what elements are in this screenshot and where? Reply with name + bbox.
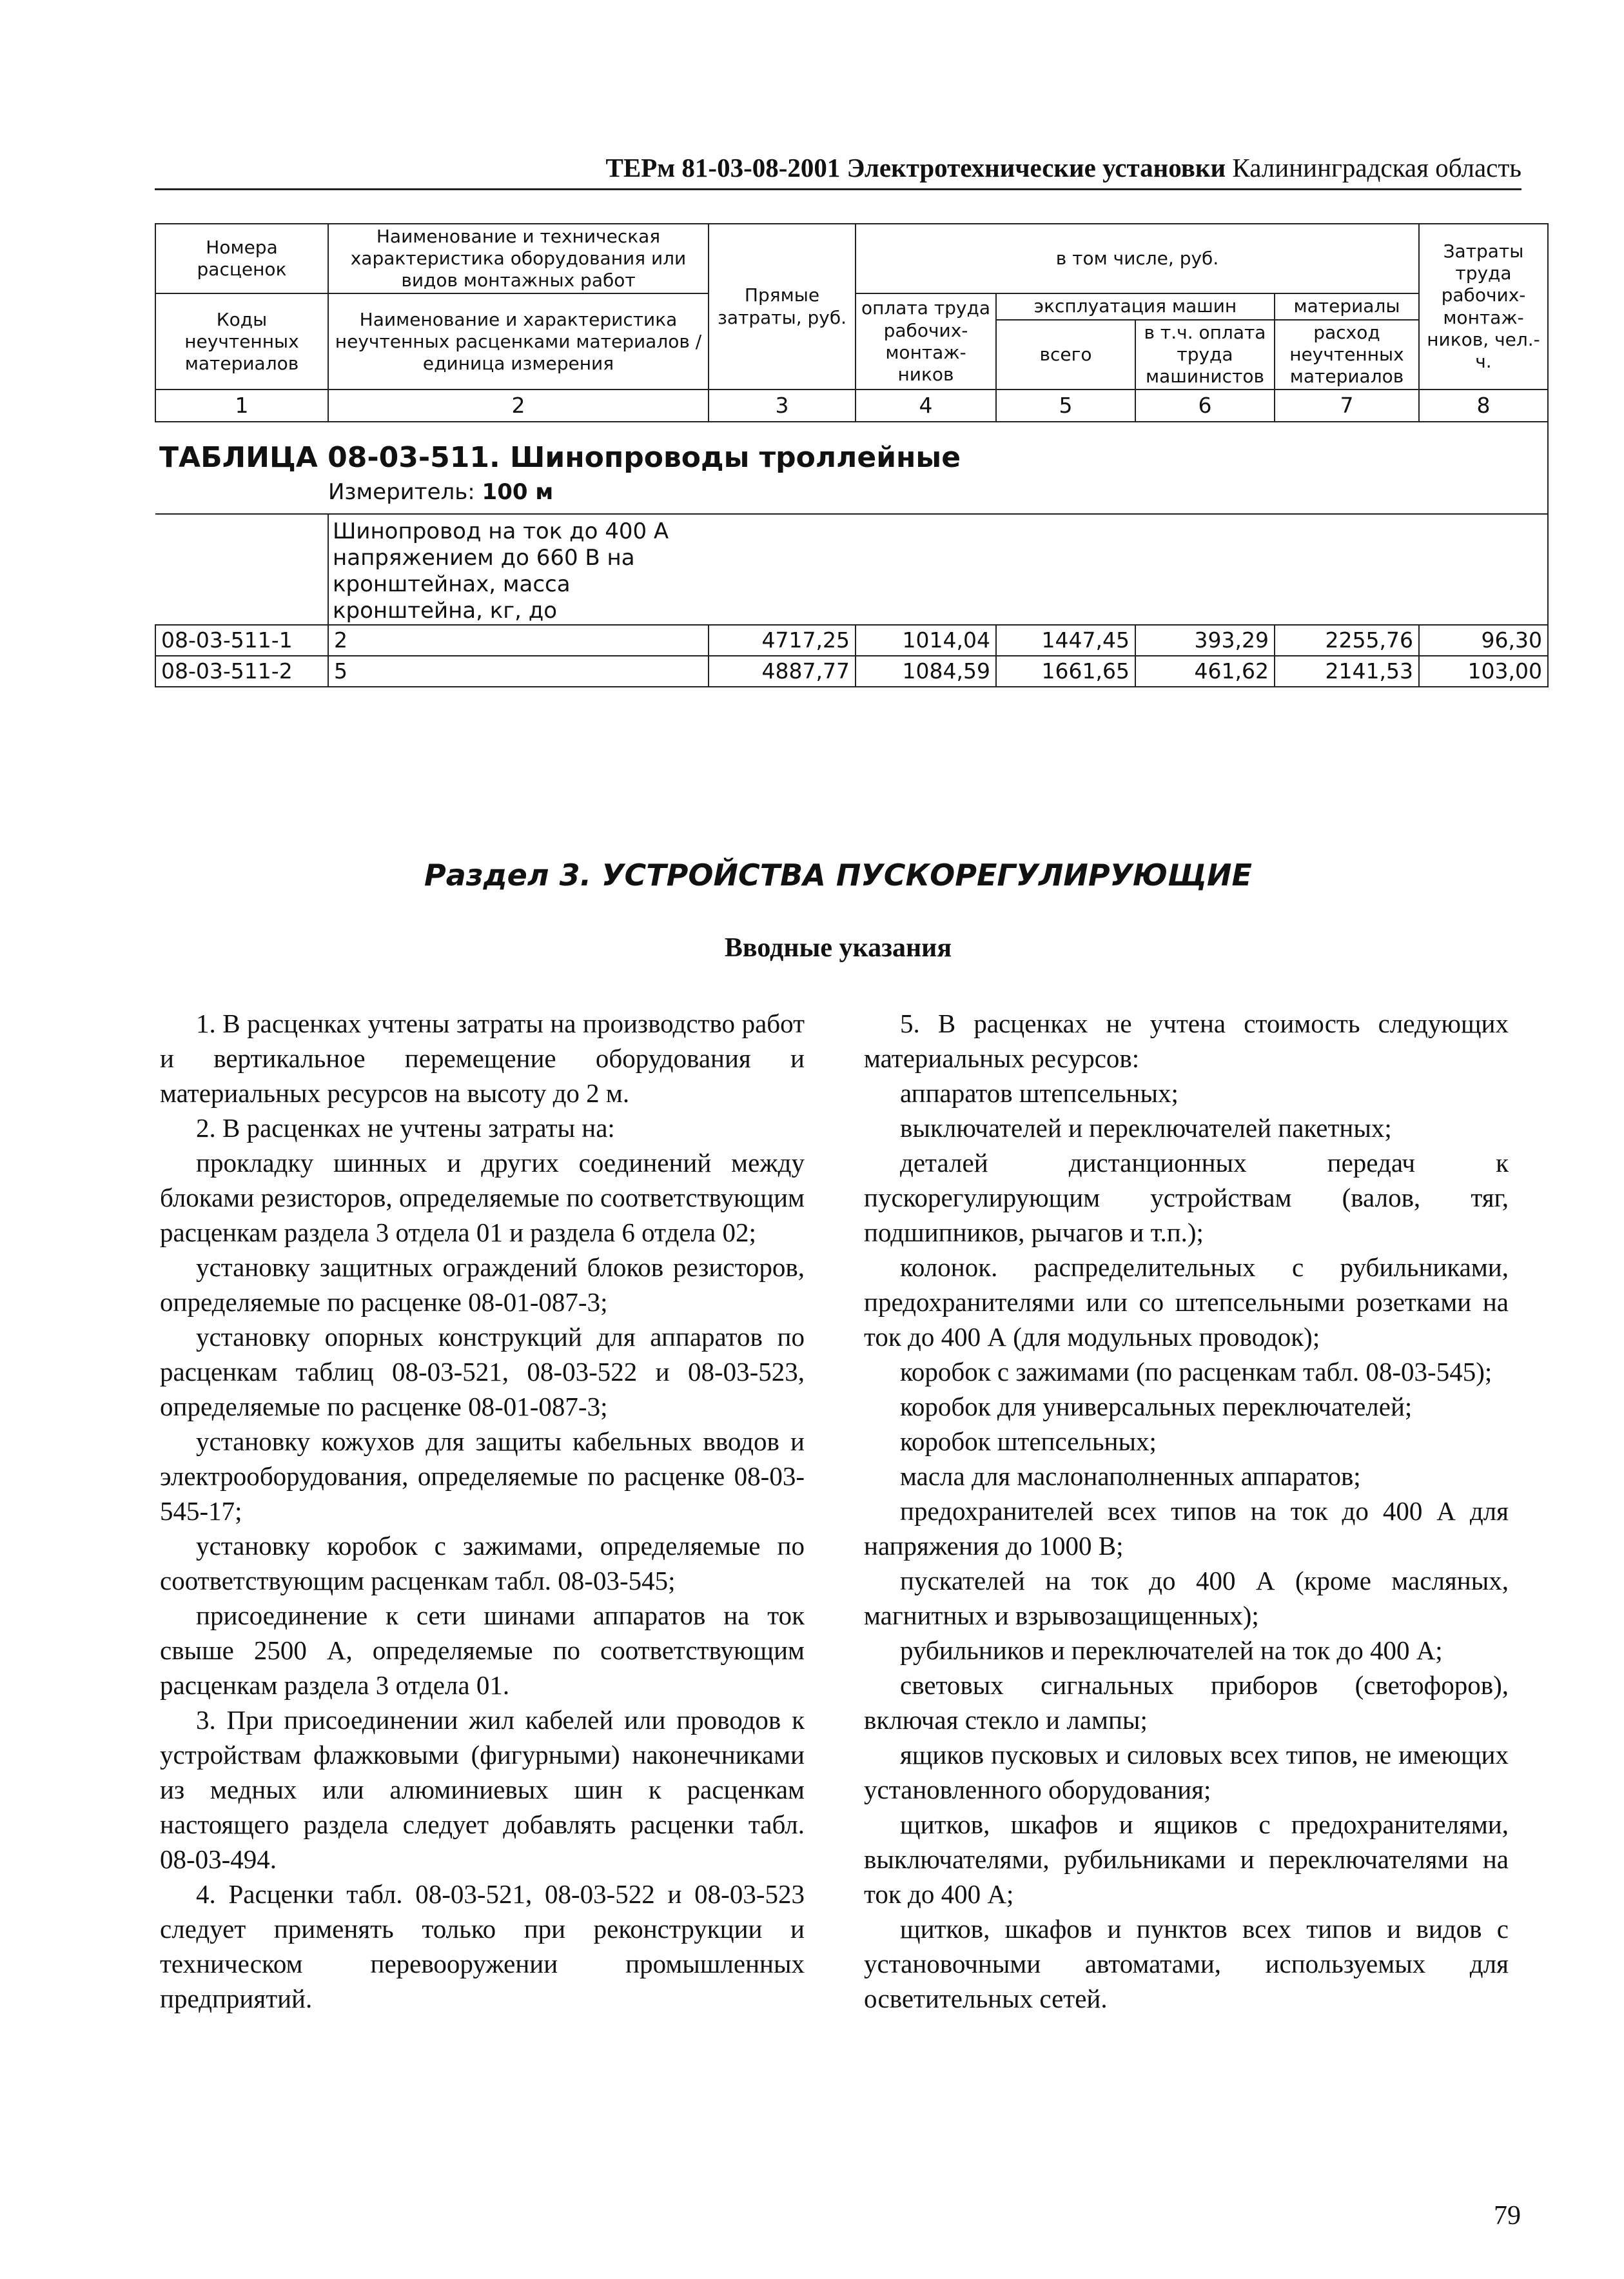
row-direct: 4717,25 (709, 625, 856, 656)
measure-value: 100 м (482, 479, 554, 506)
row-name: 5 (328, 656, 709, 687)
table-row (155, 656, 1548, 687)
row-machinists: 393,29 (1135, 625, 1275, 656)
paragraph: световых сигнальных приборов (светофоров), включая стекло и лампы; (864, 1670, 1509, 1735)
rates-table (155, 223, 1549, 687)
paragraph: коробок для универсальных переключателей; (900, 1392, 1413, 1421)
page-number: 79 (1494, 2201, 1521, 2231)
th-direct-costs: Прямые затраты, руб. (709, 224, 856, 390)
paragraph: 5. В расценках не учтена стоимость следующих материальных ресурсов: (864, 1009, 1509, 1073)
doc-region: Калининградская область (1232, 153, 1521, 183)
page-header (155, 152, 1521, 190)
th-machine-ops: эксплуатация машин (996, 293, 1275, 319)
th-codes: Коды неучтенных материалов (155, 293, 328, 390)
table-section-title: ТАБЛИЦА 08-03-511. Шинопроводы троллейные (159, 441, 961, 475)
paragraph: рубильников и переключателей на ток до 400 А; (900, 1635, 1443, 1665)
paragraph: 3. При присоединении жил кабелей или проводов к устройствам флажковыми (фигурными) наконечниками из медных или алюминиевых шин к расценкам настоящего раздела следует добавлять расценки табл. 08-03-494. (160, 1705, 805, 1874)
th-total: всего (996, 320, 1135, 390)
paragraph: коробок с зажимами (по расценкам табл. 08-03-545); (900, 1357, 1492, 1386)
th-labor-costs: Затраты труда рабочих-монтаж-ников, чел.-ч. (1419, 224, 1548, 390)
right-column (864, 1006, 1509, 2016)
paragraph: пускателей на ток до 400 А (кроме масляных, магнитных и взрывозащищенных); (864, 1566, 1509, 1630)
row-name: 2 (328, 625, 709, 656)
row-direct: 4887,77 (709, 656, 856, 687)
row-code: 08-03-511-2 (155, 656, 328, 687)
item-description (328, 514, 1548, 624)
paragraph: коробок штепсельных; (900, 1426, 1157, 1456)
th-wages: оплата труда рабочих-монтаж-ников (856, 293, 996, 390)
col-number: 8 (1419, 390, 1548, 422)
paragraph: деталей дистанционных передач к пускорегулирующим устройствам (валов, тяг, подшипников, рычагов и т.п.); (864, 1148, 1509, 1247)
th-rates-numbers: Номера расценок (155, 224, 328, 293)
row-machines: 1661,65 (996, 656, 1135, 687)
table-section-cell (155, 422, 1548, 514)
col-number: 1 (155, 390, 328, 422)
row-machines: 1447,45 (996, 625, 1135, 656)
table-row (155, 625, 1548, 656)
paragraph: присоединение к сети шинами аппаратов на ток свыше 2500 А, определяемые по соответствующим расценкам раздела 3 отдела 01. (160, 1601, 805, 1700)
row-wages: 1014,04 (856, 625, 996, 656)
left-column (160, 1006, 805, 2016)
col-number: 2 (328, 390, 709, 422)
th-including: в том числе, руб. (856, 224, 1419, 293)
th-name-top: Наименование и техническая характеристика оборудования или видов монтажных работ (328, 224, 709, 293)
th-materials-use: расход неучтенных материалов (1275, 320, 1419, 390)
paragraph: установку защитных ограждений блоков резисторов, определяемые по расценке 08-01-087-3; (160, 1252, 805, 1317)
paragraph: 1. В расценках учтены затраты на производство работ и вертикальное перемещение оборудования и материальных ресурсов на высоту до 2 м. (160, 1009, 805, 1108)
paragraph: установку опорных конструкций для аппаратов по расценкам таблиц 08-03-521, 08-03-522 и 08-03-523, определяемые по расценке 08-01-087-3; (160, 1322, 805, 1421)
desc-spacer (155, 514, 328, 624)
col-number: 3 (709, 390, 856, 422)
measure-line (159, 479, 1543, 512)
paragraph: аппаратов штепсельных; (900, 1078, 1179, 1108)
doc-title: Электротехнические установки (846, 153, 1226, 183)
col-number: 4 (856, 390, 996, 422)
col-number: 7 (1275, 390, 1419, 422)
paragraph: прокладку шинных и других соединений между блоками резисторов, определяемые по соответствующим расценкам раздела 3 отдела 01 и раздела 6 отдела 02; (160, 1148, 805, 1247)
paragraph: предохранителей всех типов на ток до 400 А для напряжения до 1000 В; (864, 1496, 1509, 1561)
row-code: 08-03-511-1 (155, 625, 328, 656)
th-incl-machinists: в т.ч. оплата труда машинистов (1135, 320, 1275, 390)
paragraph: колонок. распределительных с рубильниками, предохранителями или со штепсельными розетками на ток до 400 А (для модульных проводок); (864, 1252, 1509, 1352)
col-number: 6 (1135, 390, 1275, 422)
paragraph: 2. В расценках не учтены затраты на: (196, 1113, 615, 1143)
paragraph: щитков, шкафов и пунктов всех типов и видов с установочными автоматами, используемых для осветительных сетей. (864, 1914, 1509, 2013)
paragraph: масла для маслонаполненных аппаратов; (900, 1461, 1361, 1491)
row-wages: 1084,59 (856, 656, 996, 687)
col-number: 5 (996, 390, 1135, 422)
row-materials: 2255,76 (1275, 625, 1419, 656)
th-materials: материалы (1275, 293, 1419, 319)
item-description-text: Шинопровод на ток до 400 А напряжением до 660 В на кронштейнах, масса кронштейна, кг, до (333, 518, 669, 624)
paragraph: щитков, шкафов и ящиков с предохранителями, выключателями, рубильниками и переключателями на ток до 400 А; (864, 1810, 1509, 1909)
row-machinists: 461,62 (1135, 656, 1275, 687)
row-materials: 2141,53 (1275, 656, 1419, 687)
row-labor: 96,30 (1419, 625, 1548, 656)
paragraph: ящиков пусковых и силовых всех типов, не имеющих установленного оборудования; (864, 1740, 1509, 1804)
paragraph: выключателей и переключателей пакетных; (900, 1113, 1392, 1143)
intro-title: Вводные указания (724, 933, 952, 963)
paragraph: установку кожухов для защиты кабельных вводов и электрооборудования, определяемые по расценке 08-03-545-17; (160, 1426, 805, 1526)
doc-code: ТЕРм 81-03-08-2001 (605, 153, 841, 183)
paragraph: 4. Расценки табл. 08-03-521, 08-03-522 и 08-03-523 следует применять только при реконструкции и техническом перевооружении промышленных предприятий. (160, 1879, 805, 2013)
row-labor: 103,00 (1419, 656, 1548, 687)
measure-label: Измеритель: (328, 479, 475, 506)
section-title: Раздел 3. УСТРОЙСТВА ПУСКОРЕГУЛИРУЮЩИЕ (424, 858, 1252, 893)
th-name-bottom: Наименование и характеристика неучтенных расценками материалов / единица измерения (328, 293, 709, 390)
paragraph: установку коробок с зажимами, определяемые по соответствующим расценкам табл. 08-03-545; (160, 1531, 805, 1595)
